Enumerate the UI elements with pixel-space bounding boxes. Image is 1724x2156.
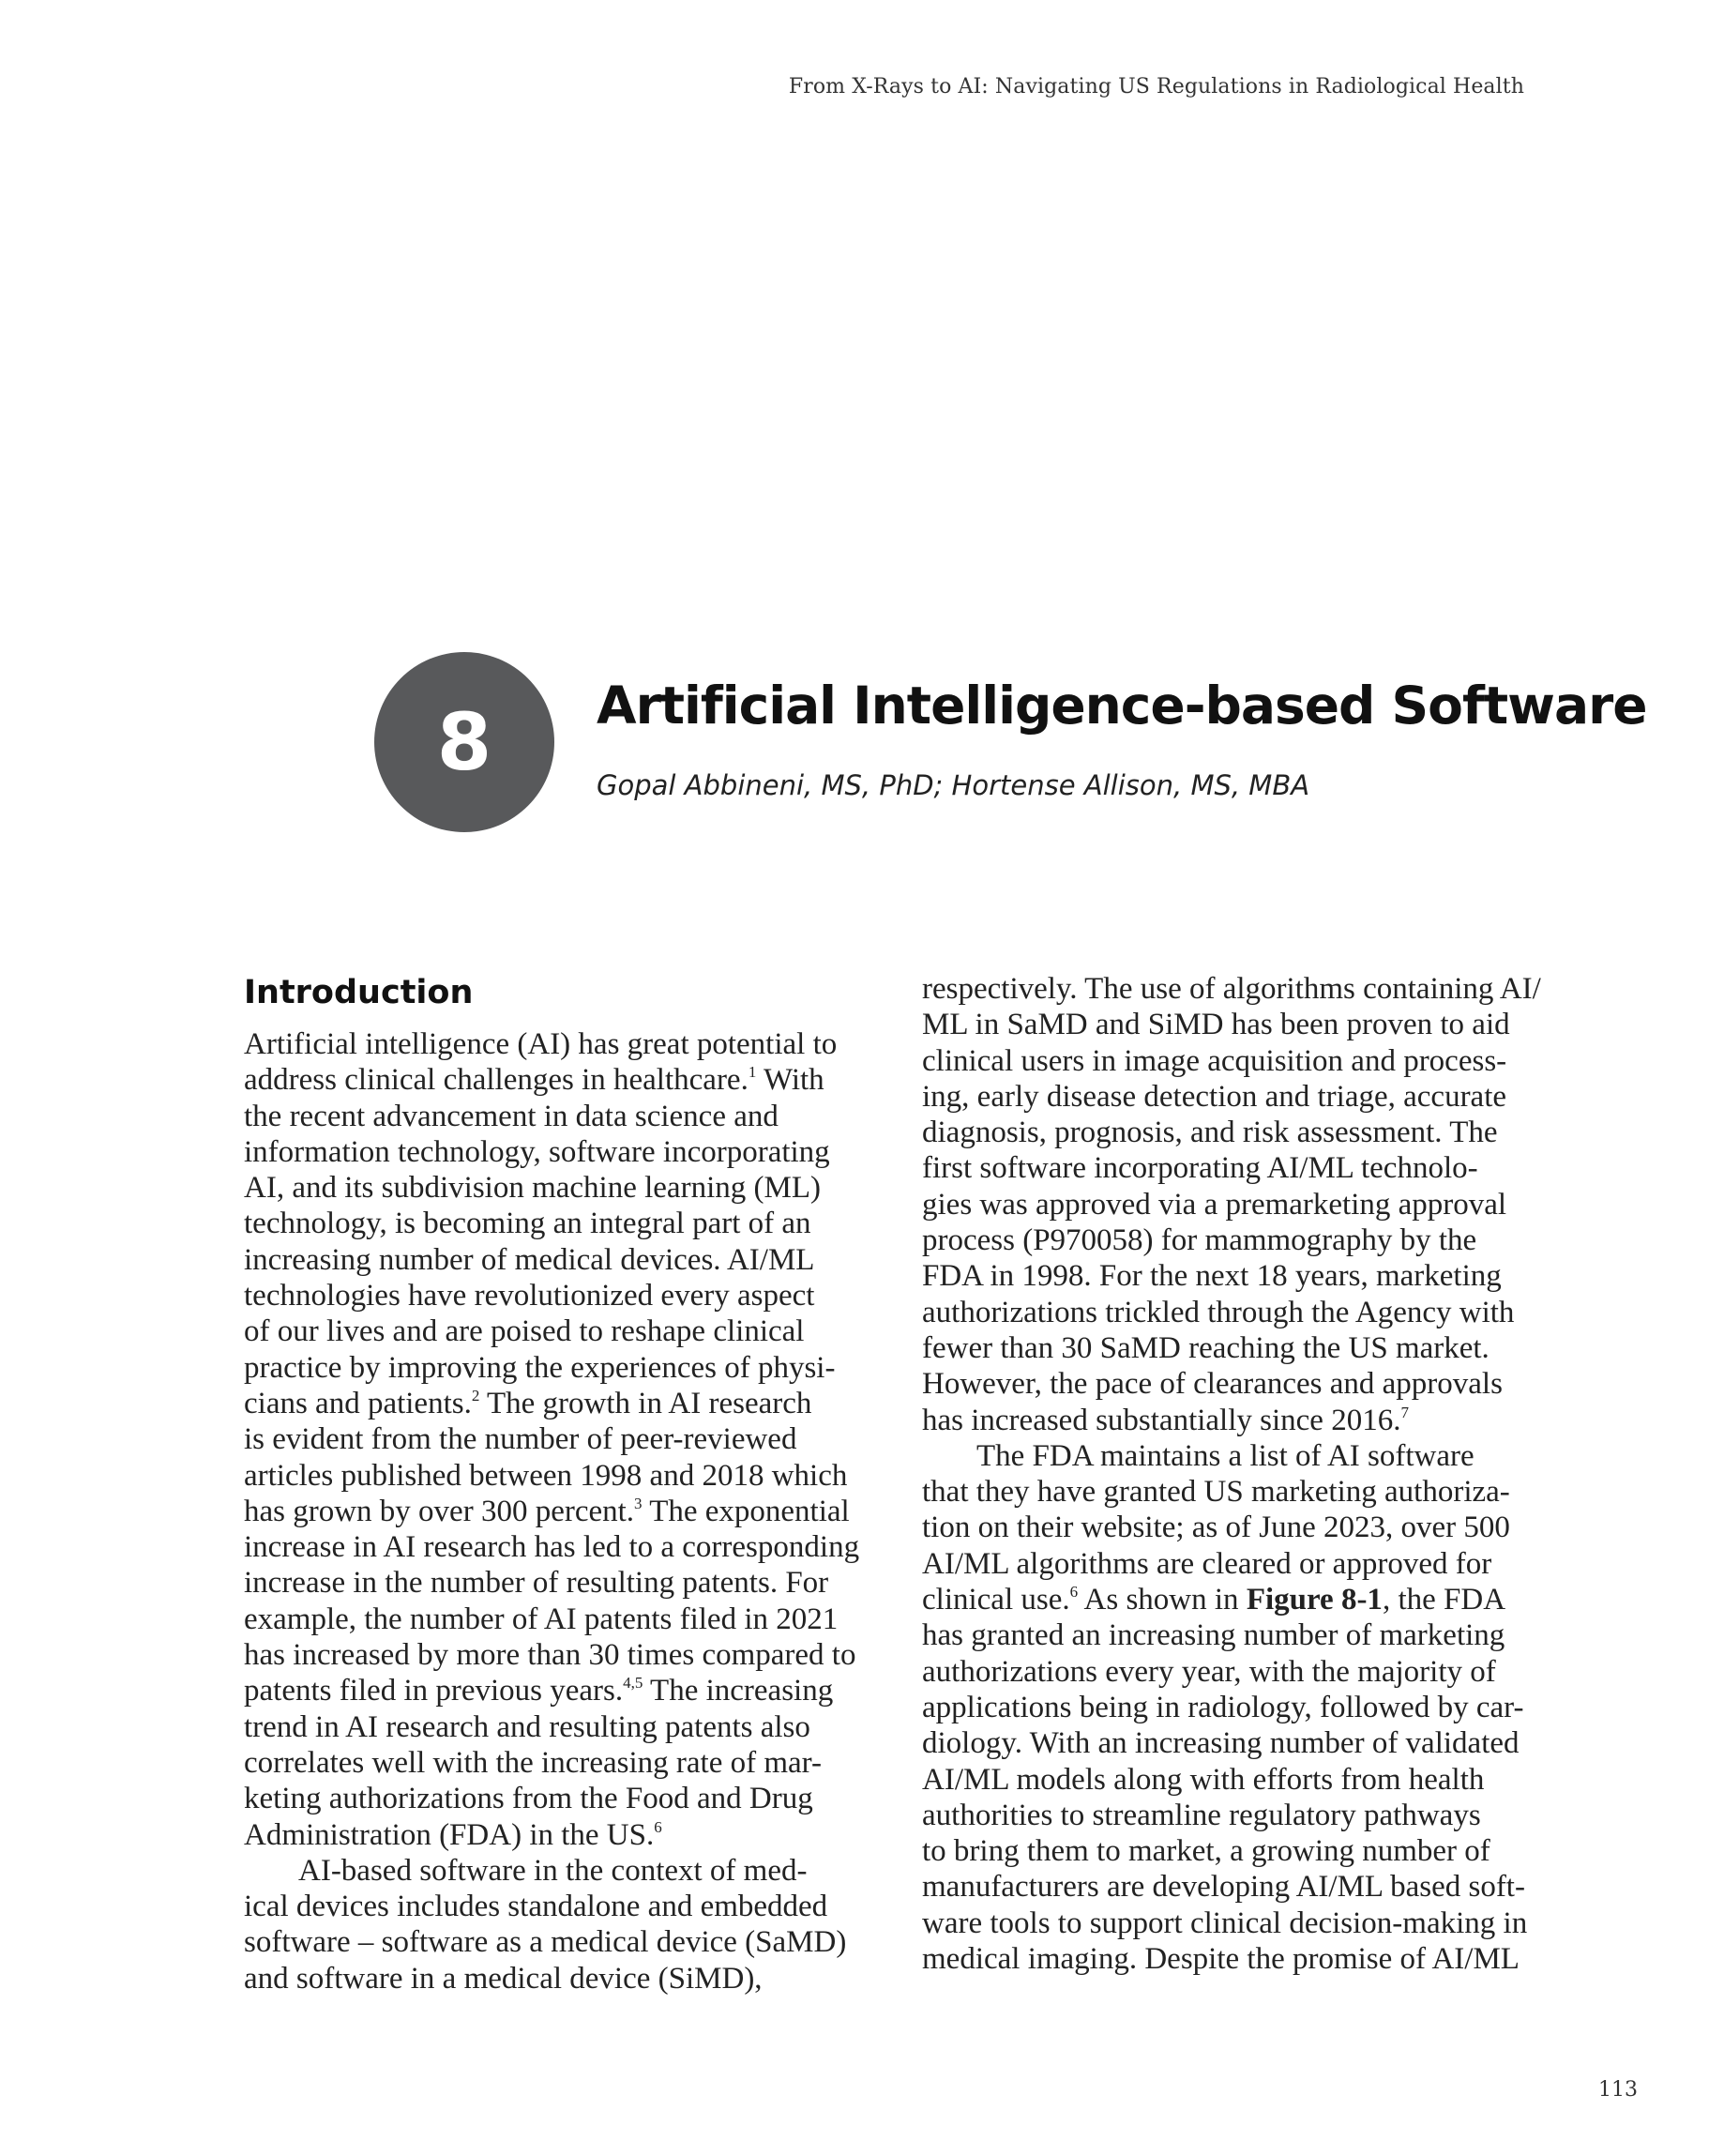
body-line: software – software as a medical device (SaMD) <box>244 1925 847 1960</box>
body-line: authorities to streamline regulatory pathways <box>922 1798 1481 1832</box>
body-line: clinical use.$^6$ As shown in Figure 8-1, the FDA <box>922 1583 1506 1617</box>
footnote-ref: 6 <box>1069 1583 1079 1602</box>
body-line: respectively. The use of algorithms containing AI/ <box>922 972 1541 1006</box>
body-line: The FDA maintains a list of AI software <box>976 1438 1474 1473</box>
body-line: gies was approved via a premarketing approval <box>922 1187 1507 1222</box>
right-column <box>922 971 1541 1977</box>
body-line: has increased by more than 30 times compared to <box>244 1638 856 1673</box>
body-line: However, the pace of clearances and approvals <box>922 1367 1503 1402</box>
body-line: is evident from the number of peer-reviewed <box>244 1422 797 1457</box>
body-line: address clinical challenges in healthcare.$^1$ With <box>244 1063 824 1098</box>
chapter-title: Artificial Intelligence-based Software <box>597 676 1647 736</box>
body-line: ware tools to support clinical decision-making in <box>922 1905 1528 1940</box>
body-line: tion on their website; as of June 2023, over 500 <box>922 1511 1510 1545</box>
body-line: practice by improving the experiences of physi- <box>244 1350 836 1385</box>
body-line: authorizations every year, with the majority of <box>922 1654 1496 1689</box>
body-line: ing, early disease detection and triage, accurate <box>922 1079 1507 1114</box>
left-column <box>244 970 860 1997</box>
chapter-authors: Gopal Abbineni, MS, PhD; Hortense Allison, MS, MBA <box>597 769 1310 801</box>
page-number: 113 <box>1598 2078 1638 2102</box>
body-line: AI, and its subdivision machine learning (ML) <box>244 1171 821 1206</box>
body-line: clinical users in image acquisition and process- <box>922 1043 1507 1078</box>
body-line: fewer than 30 SaMD reaching the US market. <box>922 1330 1490 1365</box>
body-line: that they have granted US marketing authoriza- <box>922 1475 1510 1510</box>
body-line: example, the number of AI patents filed in 2021 <box>244 1602 839 1636</box>
running-header: From X-Rays to AI: Navigating US Regulations in Radiological Health <box>788 75 1524 99</box>
body-line: diology. With an increasing number of validated <box>922 1726 1520 1761</box>
body-line: process (P970058) for mammography by the <box>922 1223 1477 1258</box>
body-line: has grown by over 300 percent.$^3$ The exponential <box>244 1494 850 1528</box>
body-line: diagnosis, prognosis, and risk assessment. The <box>922 1116 1498 1150</box>
body-line: technologies have revolutionized every aspect <box>244 1279 815 1313</box>
body-line: Artificial intelligence (AI) has great potential to <box>244 1027 838 1061</box>
footnote-ref: 3 <box>634 1494 643 1512</box>
body-line: articles published between 1998 and 2018 which <box>244 1458 848 1493</box>
body-line: authorizations trickled through the Agency with <box>922 1295 1515 1329</box>
body-line: AI-based software in the context of med- <box>298 1853 808 1888</box>
body-line: and software in a medical device (SiMD), <box>244 1961 763 1996</box>
body-line: medical imaging. Despite the promise of AI/ML <box>922 1942 1520 1977</box>
body-line: the recent advancement in data science and <box>244 1099 779 1133</box>
body-line: AI/ML models along with efforts from health <box>922 1762 1485 1797</box>
chapter-number-badge: 8 <box>374 652 554 832</box>
body-line: increasing number of medical devices. AI/ML <box>244 1242 815 1277</box>
body-line: cians and patients.$^2$ The growth in AI research <box>244 1386 812 1420</box>
body-line: information technology, software incorporating <box>244 1134 830 1169</box>
body-line: correlates well with the increasing rate of mar- <box>244 1745 822 1780</box>
footnote-ref: 4,5 <box>623 1674 643 1693</box>
body-line: Administration (FDA) in the US.$^6$ <box>244 1817 662 1852</box>
footnote-ref: 1 <box>748 1063 757 1082</box>
body-line: applications being in radiology, followed by car- <box>922 1690 1524 1724</box>
body-line: has granted an increasing number of marketing <box>922 1618 1505 1653</box>
body-line: technology, is becoming an integral part of an <box>244 1207 811 1241</box>
figure-reference: Figure 8-1 <box>1246 1583 1383 1617</box>
body-line: FDA in 1998. For the next 18 years, marketing <box>922 1259 1502 1294</box>
body-line: keting authorizations from the Food and Drug <box>244 1782 813 1816</box>
section-heading: Introduction <box>244 974 474 1011</box>
footnote-ref: 6 <box>654 1817 662 1836</box>
footnote-ref: 2 <box>471 1386 480 1404</box>
body-line: manufacturers are developing AI/ML based soft- <box>922 1870 1525 1905</box>
body-line: ical devices includes standalone and embedded <box>244 1890 828 1924</box>
body-line: AI/ML algorithms are cleared or approved for <box>922 1546 1492 1581</box>
body-line: has increased substantially since 2016.$^7$ <box>922 1403 1409 1437</box>
body-line: trend in AI research and resulting patents also <box>244 1709 810 1744</box>
body-line: ML in SaMD and SiMD has been proven to aid <box>922 1008 1510 1042</box>
body-line: increase in the number of resulting patents. For <box>244 1566 829 1601</box>
body-line: increase in AI research has led to a corresponding <box>244 1530 860 1565</box>
body-line: patents filed in previous years.$^{4,5}$ The increasing <box>244 1674 834 1708</box>
body-line: to bring them to market, a growing number of <box>922 1834 1490 1869</box>
footnote-ref: 7 <box>1400 1403 1409 1421</box>
body-line: of our lives and are poised to reshape clinical <box>244 1314 805 1349</box>
body-line: first software incorporating AI/ML technolo- <box>922 1151 1478 1186</box>
